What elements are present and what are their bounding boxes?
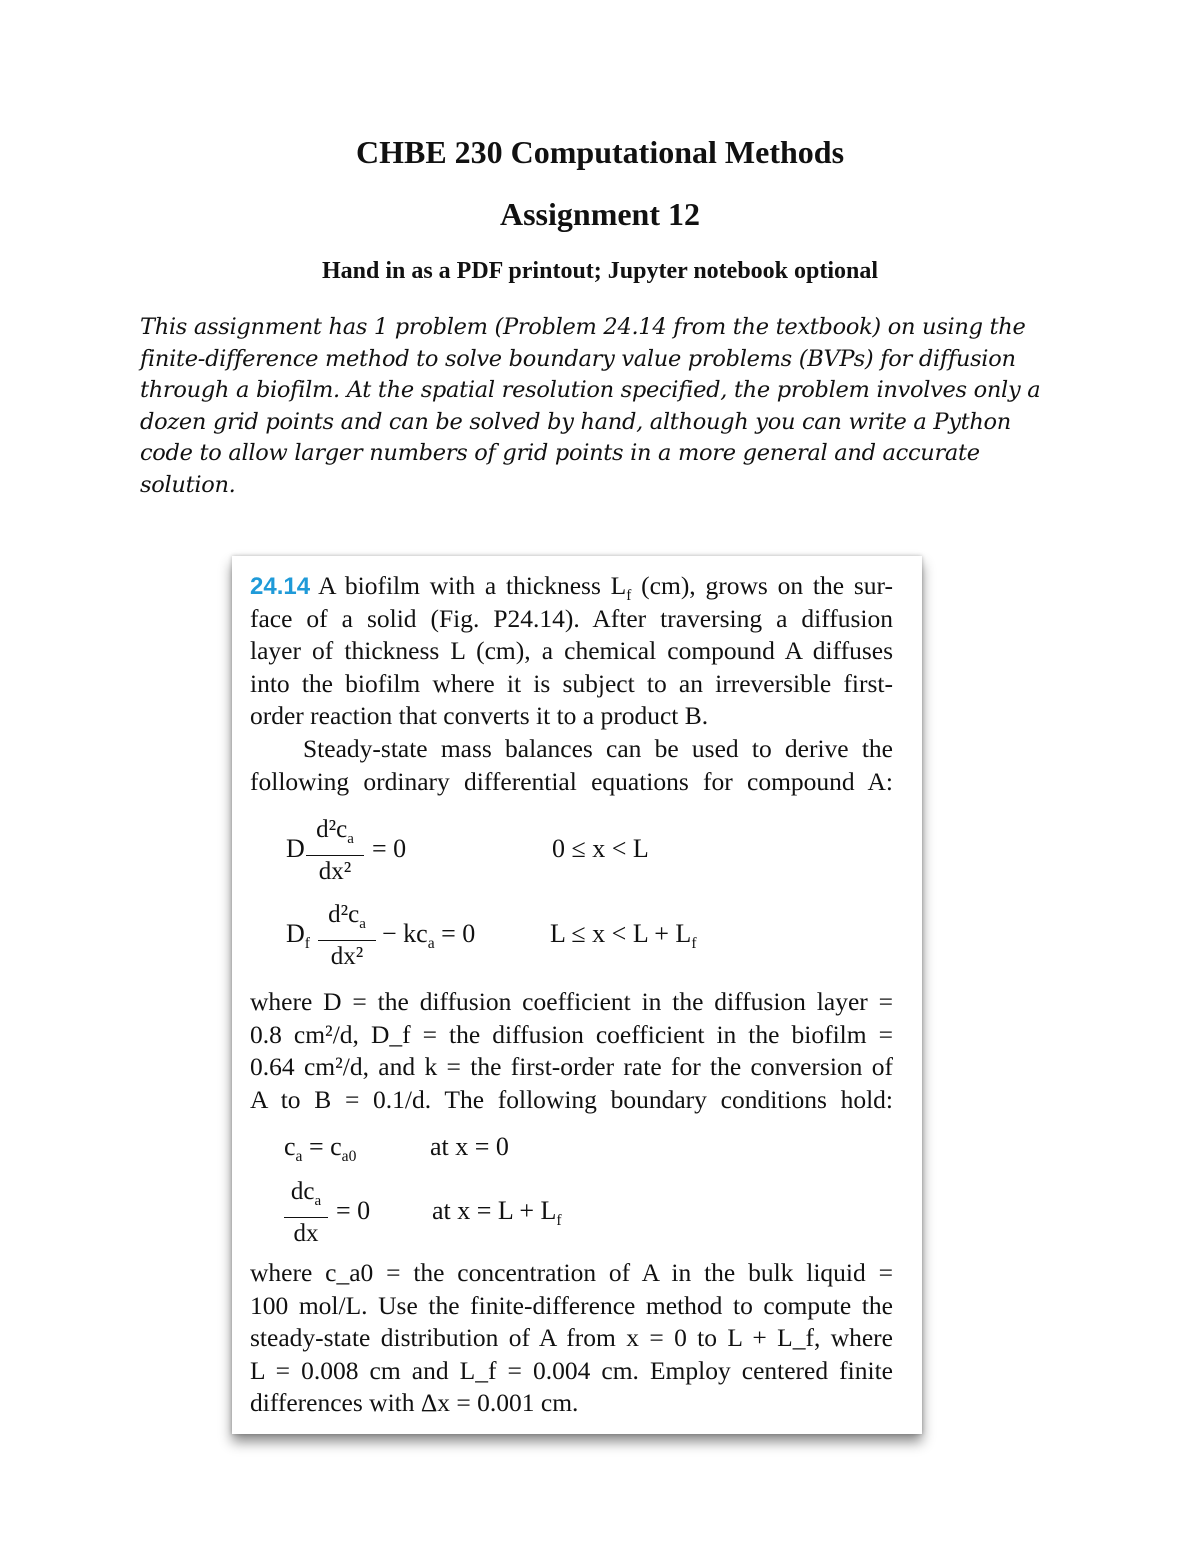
hand-in-instructions: Hand in as a PDF printout; Jupyter notebook optional xyxy=(321,258,879,284)
intro-line: solution. xyxy=(140,471,236,498)
intro-paragraph xyxy=(140,312,1040,502)
assignment-title: Assignment 12 xyxy=(499,196,700,232)
problem-number: 24.14 xyxy=(250,573,311,600)
problem-paragraph-4: where c_a0 = the concentration of A in the bulk liquid = 100 mol/L. Use the finite-difference method to compute the steady-state distribution of A from x = 0 to L + L_f, where L = 0.008 cm and L_f = 0.004 cm. Employ centered finite differences with Δx = 0.001 cm. xyxy=(250,1258,893,1418)
intro-line: dozen grid points and can be solved by hand, although you can write a Python xyxy=(140,408,1011,435)
intro-line: code to allow larger numbers of grid points in a more general and accurate xyxy=(140,440,980,467)
problem-paragraph-1: 24.14 A biofilm with a thickness $L_f$ (cm), grows on the sur- face of a solid (Fig. P24.14). After traversing a diffusion layer of thickness L (cm), a chemical compound A diffuses into the biofilm where it is subject to an irreversible first- order reaction that converts it to a product B. Steady-state mass balances can be used to derive the following ordinary differential equations for compound A: xyxy=(250,571,893,796)
textbook-problem-excerpt: 24.14 A biofilm with a thickness $L_f$ (cm), grows on the sur- face of a solid (Fig. P24.14). After traversing a diffusion layer of thickness L (cm), a chemical compound A diffuses into the biofilm where it is subject to an irreversible first- order reaction that converts it to a product B. Steady-state mass balances can be used to derive the following ordinary differential equations for compound A: D $\frac{d^2c_a}{\text{dx²}}$ = 0 0 ≤ x < L $D_f$ $\frac{d^2c_a}{\text{dx²}}$ − $kc_a = 0$ $L \le x < L + L_f$ where D = the diffusion coefficient in the diffusion layer = 0.8 cm²/d, D_f = the diffusion coefficient in the biofilm = 0.64 cm²/d, and k = the first-order rate for the conversion of A to B = 0.1/d. The following boundary conditions hold: $c_a = c_{a0}$ at x = 0 $dc_a$ dx = 0 at $x = L + L_f$ where c_a0 = the concentration of A in the bulk liquid = 100 mol/L. Use the finite-difference method to compute the steady-state distribution of A from x = 0 to L + L_f, where L = 0.008 cm and L_f = 0.004 cm. Employ centered finite differences with Δx = 0.001 cm. xyxy=(232,556,922,1434)
intro-line: through a biofilm. At the spatial resolution specified, the problem involves only a xyxy=(140,377,1041,404)
intro-line: This assignment has 1 problem (Problem 24.14 from the textbook) on using the xyxy=(140,314,1026,340)
course-title: CHBE 230 Computational Methods xyxy=(355,134,845,170)
problem-paragraph-3: where D = the diffusion coefficient in the diffusion layer = 0.8 cm²/d, D_f = the diffusion coefficient in the biofilm = 0.64 cm²/d, and k = the first-order rate for the conversion of A to B = 0.1/d. The following boundary conditions hold: xyxy=(250,987,893,1114)
intro-line: finite-difference method to solve boundary value problems (BVPs) for diffusion xyxy=(140,345,1016,372)
